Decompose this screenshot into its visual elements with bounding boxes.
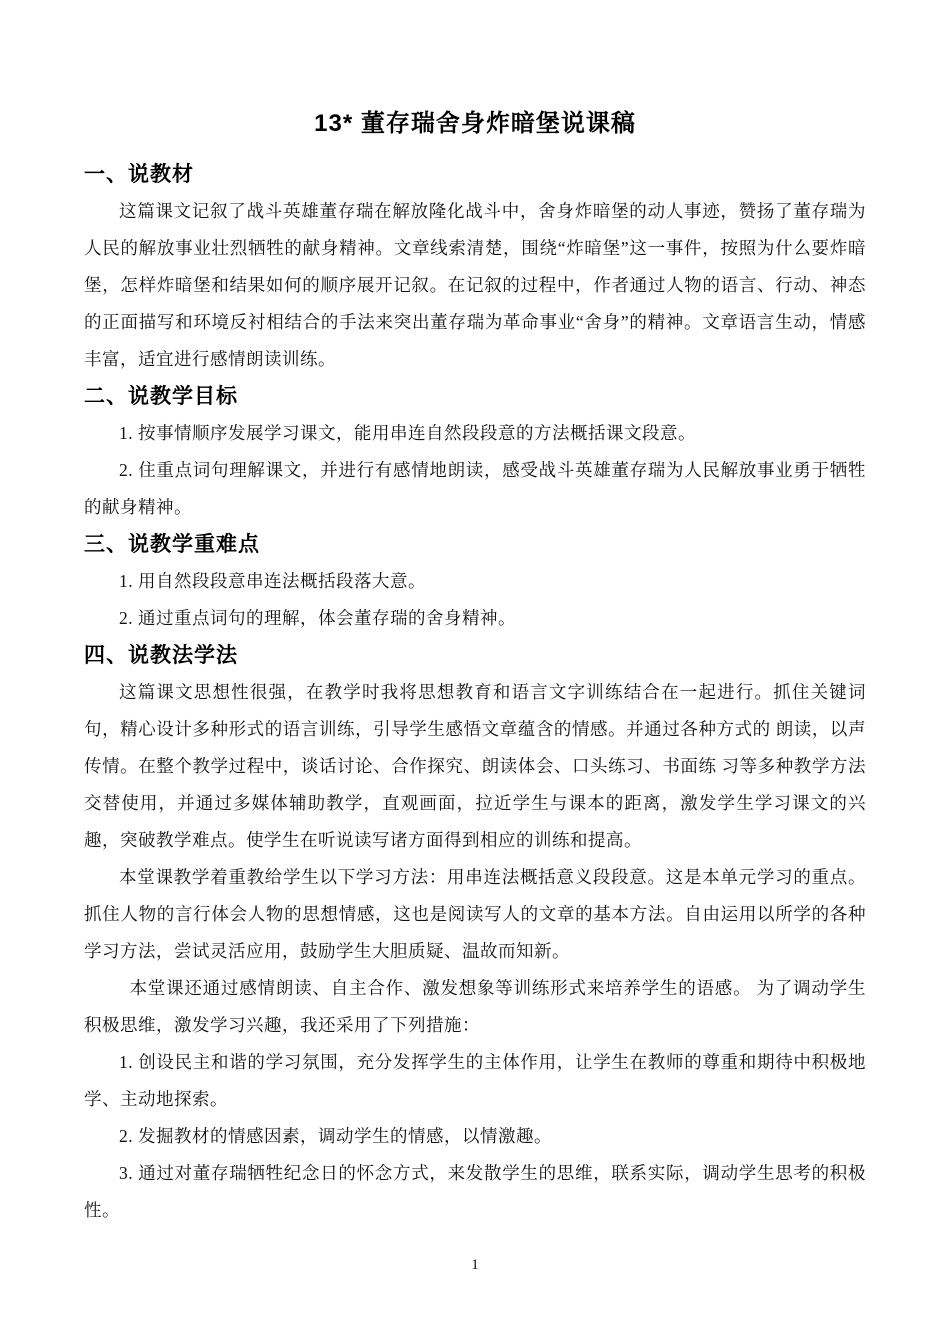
measure-item-2: 2. 发掘教材的情感因素，调动学生的情感，以情激趣。 (119, 1126, 552, 1146)
methods-paragraph-2: 本堂课教学着重教给学生以下学习方法：用串连法概括意义段段意。这是本单元学习的重点。 抓住人物的言行体会人物的思想情感，这也是阅读写人的文章的基本方法。自由运用以所学的各种学习方法，尝试灵活应用，鼓励学生大胆质疑、温故而知新。 (84, 867, 866, 961)
section-key-difficulties (84, 526, 866, 637)
section-heading-methods: 四、说教法学法 (84, 644, 238, 667)
objective-item-1: 1. 按事情顺序发展学习课文，能用串连自然段段意的方法概括课文段意。 (119, 423, 696, 443)
section-teaching-objectives (84, 378, 866, 526)
paragraph-textbook-overview: 这篇课文记叙了战斗英雄董存瑞在解放隆化战斗中，舍身炸暗堡的动人事迹，赞扬了董存瑞为人民的解放事业壮烈牺牲的献身精神。文章线索清楚，围绕“炸暗堡”这一事件，按照为什么要炸暗堡，怎样炸暗堡和结果如何的顺序展开记叙。在记叙的过程中，作者通过人物的语言、行动、神态的正面描写和环境反衬相结合的手法来突出董存瑞为革命事业“舍身”的精神。文章语言生动，情感丰富，适宜进行感情朗读训练。 (84, 201, 866, 369)
objective-item-2: 2. 住重点词句理解课文，并进行有感情地朗读，感受战斗英雄董存瑞为人民解放事业勇于牺牲的献身精神。 (84, 460, 866, 517)
section-say-textbook (84, 156, 866, 378)
section-heading-textbook: 一、说教材 (84, 163, 194, 186)
section-heading-difficulties: 三、说教学重难点 (84, 533, 260, 556)
difficulty-item-2: 2. 通过重点词句的理解，体会董存瑞的舍身精神。 (119, 608, 516, 628)
section-teaching-methods (84, 637, 866, 1229)
difficulty-item-1: 1. 用自然段段意串连法概括段落大意。 (119, 571, 426, 591)
document-title: 13* 董存瑞舍身炸暗堡说课稿 (314, 110, 636, 137)
measure-item-1: 1. 创设民主和谐的学习氛围，充分发挥学生的主体作用，让学生在教师的尊重和期待中积极地学、主动地探索。 (84, 1052, 866, 1109)
methods-paragraph-1: 这篇课文思想性很强，在教学时我将思想教育和语言文字训练结合在一起进行。抓住关键词句，精心设计多种形式的语言训练，引导学生感悟文章蕴含的情感。并通过各种方式的 朗读，以声传情。在整个教学过程中，谈话讨论、合作探究、朗读体会、口头练习、书面练 习等多种教学方法交替使用，并通过多媒体辅助教学，直观画面，拉近学生与课本的距离，激发学生学习课文的兴趣，突破教学难点。使学生在听说读写诸方面得到相应的训练和提高。 (84, 682, 866, 850)
section-heading-objectives: 二、说教学目标 (84, 385, 238, 408)
measure-item-3: 3. 通过对董存瑞牺牲纪念日的怀念方式，来发散学生的思维，联系实际，调动学生思考的积极性。 (84, 1163, 866, 1220)
page-number: 1 (471, 1257, 479, 1273)
methods-paragraph-3: 本堂课还通过感情朗读、自主合作、激发想象等训练形式来培养学生的语感。 为了调动学生积极思维，激发学习兴趣，我还采用了下列措施： (84, 978, 866, 1035)
